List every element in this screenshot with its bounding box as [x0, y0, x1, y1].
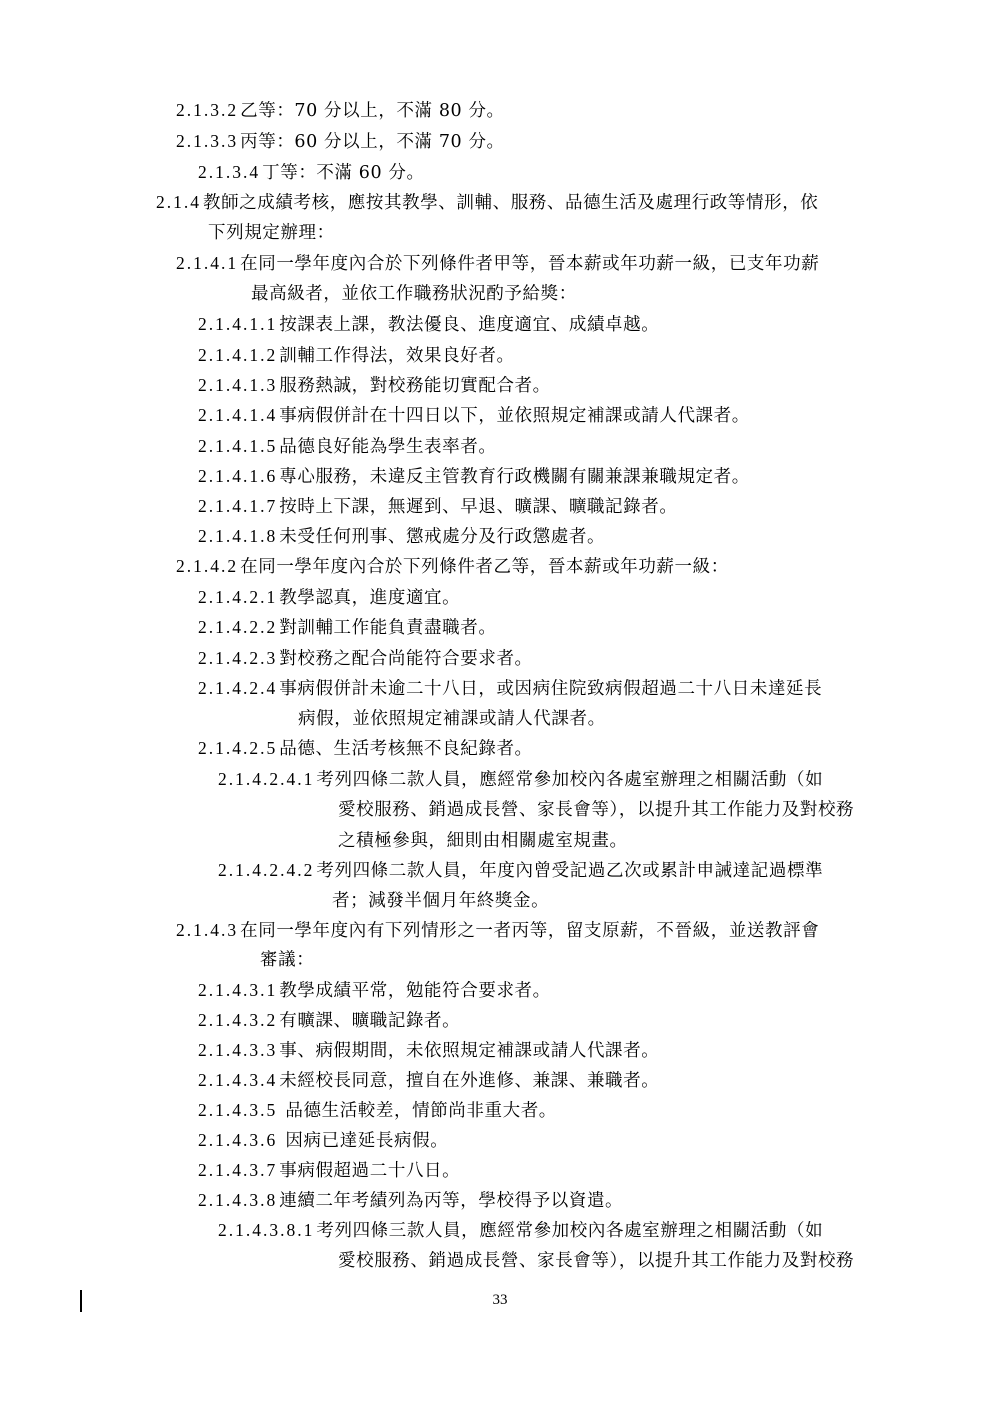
item-text: 下列規定辦理：	[208, 223, 335, 243]
text-line	[198, 1127, 448, 1154]
text-line	[176, 128, 505, 155]
item-number: 2.1.4.1.8	[198, 526, 278, 546]
text-line	[176, 97, 505, 124]
item-text: 對訓輔工作能負責盡職者。	[279, 618, 497, 638]
text-line	[198, 675, 822, 702]
item-number: 2.1.4.2	[176, 556, 239, 576]
item-text: 之積極參與，細則由相關處室規畫。	[338, 831, 628, 851]
item-text: 教學認真，進度適宜。	[279, 588, 461, 608]
item-number: 2.1.4.3.4	[198, 1070, 278, 1090]
item-number: 2.1.4.1.3	[198, 375, 278, 395]
text-line	[198, 1067, 659, 1094]
item-text: 未經校長同意，擅自在外進修、兼課、兼職者。	[279, 1071, 660, 1091]
item-text: 對校務之配合尚能符合要求者。	[279, 649, 533, 669]
item-number: 2.1.4.1.4	[198, 405, 278, 425]
item-number: 2.1.4.3.5	[198, 1100, 278, 1120]
item-number: 2.1.4.1.6	[198, 466, 278, 486]
item-text: 考列四條二款人員，年度內曾受記過乙次或累計申誡達記過標準	[316, 861, 824, 881]
text-line	[198, 342, 515, 369]
item-number: 2.1.4.1.1	[198, 314, 278, 334]
text-line	[336, 796, 854, 823]
item-text: 乙等：70 分以上，不滿 80 分。	[240, 101, 505, 121]
text-line	[296, 705, 606, 732]
item-number: 2.1.4	[156, 192, 201, 212]
item-number: 2.1.4.3	[176, 920, 239, 940]
item-text: 丁等：不滿 60 分。	[262, 163, 425, 183]
item-text: 病假，並依照規定補課或請人代課者。	[298, 709, 606, 729]
item-text: 連續二年考績列為丙等，學校得予以資遣。	[279, 1191, 624, 1211]
text-line	[336, 1247, 854, 1274]
item-text: 考列四條二款人員，應經常參加校內各處室辦理之相關活動（如	[316, 770, 824, 790]
item-number: 2.1.3.2	[176, 100, 239, 120]
item-text: 有曠課、曠職記錄者。	[279, 1011, 461, 1031]
item-number: 2.1.4.2.4	[198, 678, 278, 698]
text-line	[198, 433, 496, 460]
item-text: 事病假併計未逾二十八日，或因病住院致病假超過二十八日未達延長	[279, 679, 823, 699]
item-number: 2.1.4.3.8.1	[218, 1220, 315, 1240]
item-number: 2.1.3.3	[176, 131, 239, 151]
text-line	[198, 645, 533, 672]
text-line	[198, 463, 750, 490]
item-number: 2.1.3.4	[198, 162, 261, 182]
text-line	[176, 917, 819, 944]
text-line	[198, 614, 496, 641]
text-line	[198, 159, 425, 186]
item-text: 事病假超過二十八日。	[279, 1161, 461, 1181]
text-line	[198, 1007, 460, 1034]
page-number: 33	[492, 1292, 508, 1308]
item-text: 事病假併計在十四日以下，並依照規定補課或請人代課者。	[279, 406, 750, 426]
item-text: 品德良好能為學生表率者。	[279, 437, 497, 457]
text-line	[218, 857, 823, 884]
item-text: 品德、生活考核無不良紀錄者。	[279, 739, 533, 759]
text-line	[176, 250, 819, 277]
item-text: 品德生活較差，情節尚非重大者。	[279, 1101, 557, 1121]
text-line	[156, 189, 818, 216]
item-number: 2.1.4.3.8	[198, 1190, 278, 1210]
item-text: 最高級者，並依工作職務狀況酌予給獎：	[251, 284, 577, 304]
text-line	[198, 584, 460, 611]
item-number: 2.1.4.2.4.1	[218, 769, 315, 789]
item-number: 2.1.4.1.5	[198, 436, 278, 456]
item-number: 2.1.4.3.1	[198, 980, 278, 1000]
item-number: 2.1.4.1.7	[198, 496, 278, 516]
text-line	[198, 311, 659, 338]
text-line	[198, 372, 551, 399]
text-line	[330, 887, 549, 914]
item-text: 未受任何刑事、懲戒處分及行政懲處者。	[279, 527, 606, 547]
item-text: 事、病假期間，未依照規定補課或請人代課者。	[279, 1041, 660, 1061]
item-number: 2.1.4.2.5	[198, 738, 278, 758]
text-line	[198, 977, 551, 1004]
item-number: 2.1.4.3.2	[198, 1010, 278, 1030]
item-text: 按時上下課，無遲到、早退、曠課、曠職記錄者。	[279, 497, 678, 517]
item-text: 審議：	[260, 950, 315, 970]
item-text: 在同一學年度內合於下列條件者乙等，晉本薪或年功薪一級：	[240, 557, 729, 577]
text-line	[206, 219, 335, 246]
text-line	[198, 1037, 659, 1064]
item-text: 教師之成績考核，應按其教學、訓輔、服務、品德生活及處理行政等情形，依	[203, 193, 819, 213]
item-number: 2.1.4.3.3	[198, 1040, 278, 1060]
text-line	[198, 1157, 460, 1184]
item-text: 在同一學年度內有下列情形之一者丙等，留支原薪，不晉級，並送教評會	[240, 921, 820, 941]
item-number: 2.1.4.2.4.2	[218, 860, 315, 880]
text-line	[249, 280, 577, 307]
text-line	[176, 553, 729, 580]
item-number: 2.1.4.3.7	[198, 1160, 278, 1180]
item-number: 2.1.4.1.2	[198, 345, 278, 365]
text-line	[258, 946, 314, 973]
item-text: 愛校服務、銷過成長營、家長會等），以提升其工作能力及對校務	[338, 1251, 855, 1271]
item-number: 2.1.4.2.1	[198, 587, 278, 607]
text-line	[198, 1187, 623, 1214]
item-text: 服務熱誠，對校務能切實配合者。	[279, 376, 551, 396]
text-line	[198, 493, 677, 520]
item-text: 愛校服務、銷過成長營、家長會等），以提升其工作能力及對校務	[338, 800, 855, 820]
text-line	[198, 402, 750, 429]
item-text: 因病已達延長病假。	[279, 1131, 449, 1151]
text-line	[198, 1097, 557, 1124]
item-text: 按課表上課，教法優良、進度適宜、成績卓越。	[279, 315, 660, 335]
text-line	[218, 1217, 823, 1244]
item-text: 在同一學年度內合於下列條件者甲等，晉本薪或年功薪一級，已支年功薪	[240, 254, 820, 274]
item-text: 教學成績平常，勉能符合要求者。	[279, 981, 551, 1001]
text-line	[198, 735, 533, 762]
text-line	[336, 827, 628, 854]
text-line	[218, 766, 823, 793]
text-line	[198, 523, 605, 550]
item-text: 考列四條三款人員，應經常參加校內各處室辦理之相關活動（如	[316, 1221, 824, 1241]
item-number: 2.1.4.3.6	[198, 1130, 278, 1150]
item-text: 丙等：60 分以上，不滿 70 分。	[240, 132, 505, 152]
item-text: 訓輔工作得法，效果良好者。	[279, 346, 515, 366]
item-text: 者；減發半個月年終獎金。	[332, 891, 550, 911]
item-text: 專心服務，未違反主管教育行政機關有關兼課兼職規定者。	[279, 467, 750, 487]
item-number: 2.1.4.2.2	[198, 617, 278, 637]
item-number: 2.1.4.2.3	[198, 648, 278, 668]
item-number: 2.1.4.1	[176, 253, 239, 273]
